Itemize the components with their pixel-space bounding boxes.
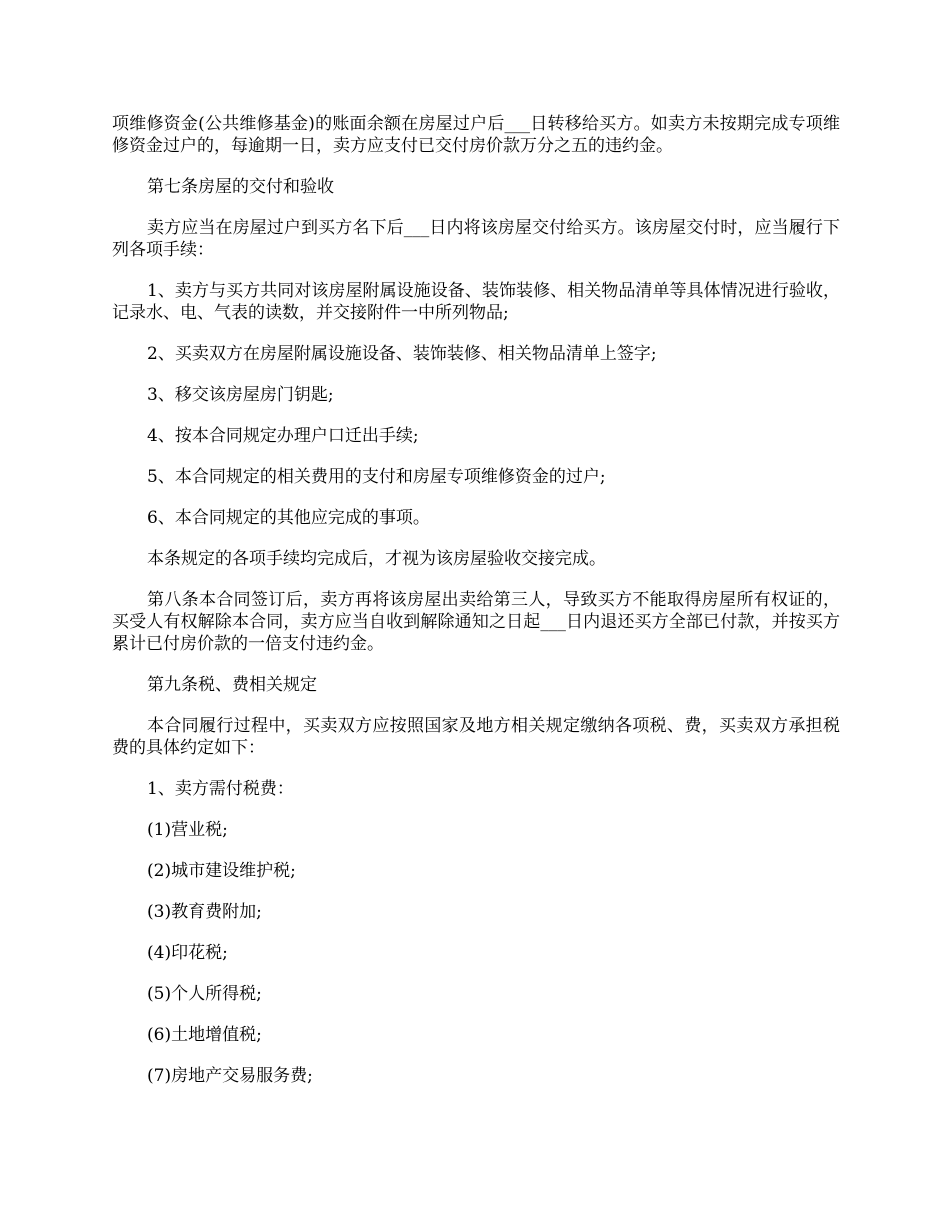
tax-item-stamp-duty: (4)印花税; [147, 943, 228, 963]
list-item-delivery-2: 2、买卖双方在房屋附属设施设备、装饰装修、相关物品清单上签字; [147, 344, 657, 364]
tax-item-land-value-added-tax: (6)土地增值税; [147, 1025, 262, 1045]
tax-item-urban-construction-tax: (2)城市建设维护税; [147, 861, 296, 881]
tax-item-real-estate-service-fee: (7)房地产交易服务费; [147, 1066, 313, 1086]
list-item-delivery-4: 4、按本合同规定办理户口迁出手续; [147, 426, 419, 446]
heading-article-9: 第九条税、费相关规定 [147, 675, 317, 695]
tax-item-personal-income-tax: (5)个人所得税; [147, 984, 262, 1004]
list-item-delivery-5: 5、本合同规定的相关费用的支付和房屋专项维修资金的过户; [147, 467, 606, 487]
list-item-delivery-3: 3、移交该房屋房门钥匙; [147, 385, 334, 405]
paragraph-maintenance-fund-transfer: 项维修资金(公共维修基金)的账面余额在房屋过户后___日转移给买方。如卖方未按期完成专项维修资金过户的，每逾期一日，卖方应支付已交付房价款万分之五的违约金。 [112, 114, 840, 156]
list-item-delivery-6: 6、本合同规定的其他应完成的事项。 [147, 508, 430, 528]
paragraph-acceptance-complete: 本条规定的各项手续均完成后，才视为该房屋验收交接完成。 [147, 549, 606, 569]
tax-item-education-surcharge: (3)教育费附加; [147, 902, 262, 922]
document-body [112, 113, 840, 1106]
list-item-delivery-1: 1、卖方与买方共同对该房屋附属设施设备、装饰装修、相关物品清单等具体情况进行验收，记录水、电、气表的读数，并交接附件一中所列物品; [112, 281, 840, 323]
heading-article-7: 第七条房屋的交付和验收 [147, 177, 334, 197]
paragraph-tax-terms: 本合同履行过程中，买卖双方应按照国家及地方相关规定缴纳各项税、费，买卖双方承担税费的具体约定如下： [112, 716, 840, 758]
tax-item-business-tax: (1)营业税; [147, 820, 228, 840]
paragraph-delivery-terms: 卖方应当在房屋过户到买方名下后___日内将该房屋交付给买方。该房屋交付时，应当履行下列各项手续： [112, 218, 840, 260]
list-item-seller-taxes: 1、卖方需付税费： [147, 779, 294, 799]
paragraph-article-8: 第八条本合同签订后，卖方再将该房屋出卖给第三人，导致买方不能取得房屋所有权证的，买受人有权解除本合同，卖方应当自收到解除通知之日起___日内退还买方全部已付款，并按买方累计已付房价款的一倍支付违约金。 [112, 590, 840, 654]
